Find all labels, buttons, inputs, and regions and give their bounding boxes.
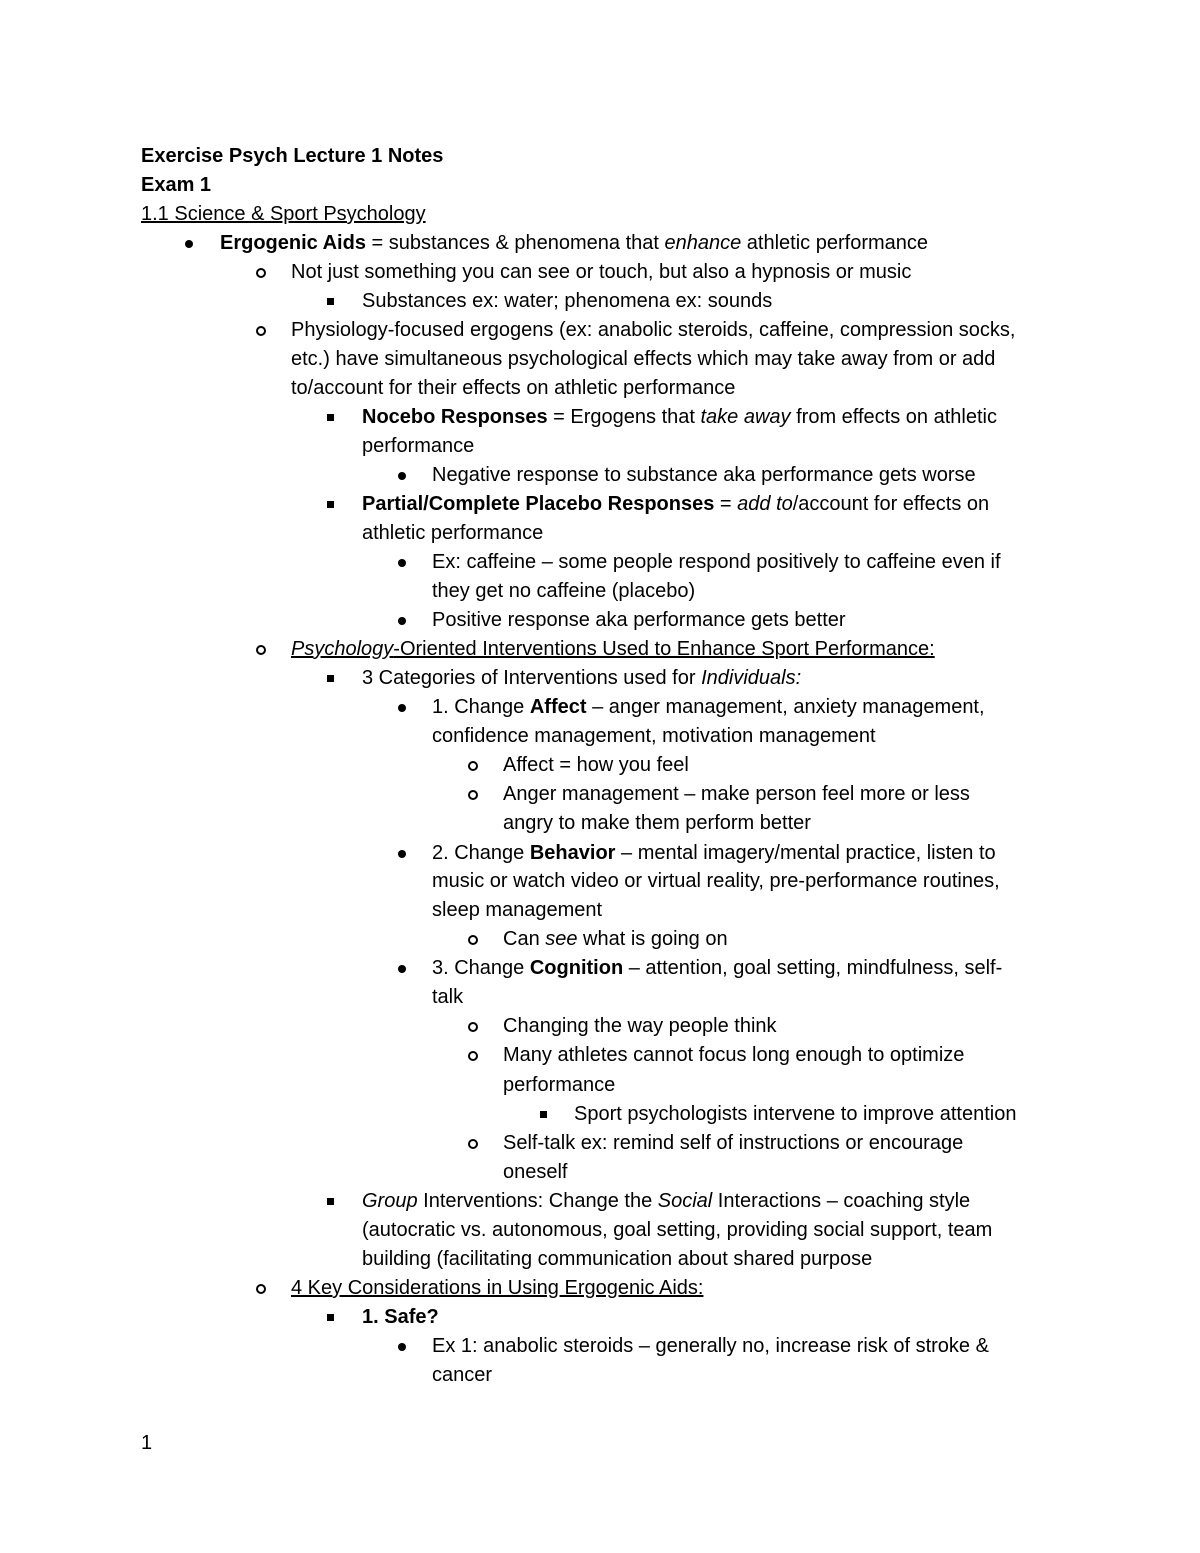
bullet-circle-icon: [255, 635, 267, 664]
list-item-continuation: athletic performance: [362, 522, 544, 544]
bullet-disc-icon: [396, 548, 408, 577]
bullet-square-icon: [324, 1187, 336, 1216]
list-item-continuation: talk: [432, 986, 464, 1008]
list-item: 1. Change Affect – anger management, anxiety management,: [432, 696, 985, 718]
list-item-continuation: angry to make them perform better: [503, 812, 811, 834]
list-item: Substances ex: water; phenomena ex: sounds: [362, 290, 773, 312]
subheading: 4 Key Considerations in Using Ergogenic Aids:: [291, 1277, 704, 1299]
bullet-circle-icon: [467, 1129, 479, 1158]
list-item: Affect = how you feel: [503, 754, 689, 776]
list-item-continuation: performance: [362, 435, 475, 457]
subheading: Psychology-Oriented Interventions Used to Enhance Sport Performance:: [291, 638, 935, 660]
bullet-disc-icon: [396, 606, 408, 635]
bullet-disc-icon: [396, 954, 408, 983]
bullet-circle-icon: [255, 316, 267, 345]
section-heading: 1.1 Science & Sport Psychology: [141, 203, 426, 225]
list-item-continuation: they get no caffeine (placebo): [432, 580, 696, 602]
exam-label: Exam 1: [141, 174, 212, 196]
bullet-square-icon: [324, 287, 336, 316]
bullet-square-icon: [324, 403, 336, 432]
list-item-continuation: music or watch video or virtual reality, pre-performance routines,: [432, 870, 1000, 892]
bullet-disc-icon: [183, 229, 195, 258]
list-item: Physiology-focused ergogens (ex: anabolic steroids, caffeine, compression socks,: [291, 319, 1016, 341]
list-item: 1. Safe?: [362, 1306, 439, 1328]
list-item: 3. Change Cognition – attention, goal setting, mindfulness, self-: [432, 957, 1003, 979]
list-item: Self-talk ex: remind self of instructions or encourage: [503, 1132, 964, 1154]
list-item-continuation: building (facilitating communication about shared purpose: [362, 1248, 873, 1270]
list-item-continuation: performance: [503, 1074, 616, 1096]
list-item: Group Interventions: Change the Social Interactions – coaching style: [362, 1190, 971, 1212]
list-item-continuation: confidence management, motivation management: [432, 725, 876, 747]
list-item-continuation: sleep management: [432, 899, 603, 921]
bullet-disc-icon: [396, 693, 408, 722]
bullet-circle-icon: [467, 751, 479, 780]
list-item: Positive response aka performance gets better: [432, 609, 846, 631]
list-item: Ex: caffeine – some people respond positively to caffeine even if: [432, 551, 1001, 573]
list-item: 3 Categories of Interventions used for Individuals:: [362, 667, 802, 689]
list-item: Nocebo Responses = Ergogens that take away from effects on athletic: [362, 406, 997, 428]
list-item: Not just something you can see or touch, but also a hypnosis or music: [291, 261, 912, 283]
document-title: Exercise Psych Lecture 1 Notes: [141, 145, 444, 167]
bullet-circle-icon: [467, 780, 479, 809]
list-item: Many athletes cannot focus long enough to optimize: [503, 1044, 965, 1066]
bullet-square-icon: [537, 1100, 549, 1129]
page-number: 1: [141, 1432, 153, 1454]
bullet-circle-icon: [255, 258, 267, 287]
list-item: Negative response to substance aka performance gets worse: [432, 464, 976, 486]
list-item: Can see what is going on: [503, 928, 728, 950]
list-item-continuation: (autocratic vs. autonomous, goal setting, providing social support, team: [362, 1219, 993, 1241]
list-item-continuation: oneself: [503, 1161, 568, 1183]
bullet-square-icon: [324, 1303, 336, 1332]
bullet-disc-icon: [396, 1332, 408, 1361]
bullet-circle-icon: [467, 1012, 479, 1041]
list-item: Partial/Complete Placebo Responses = add to/account for effects on: [362, 493, 990, 515]
list-item: 2. Change Behavior – mental imagery/mental practice, listen to: [432, 842, 996, 864]
list-item-continuation: to/account for their effects on athletic performance: [291, 377, 736, 399]
list-item-continuation: etc.) have simultaneous psychological effects which may take away from or add: [291, 348, 996, 370]
list-item: Ergogenic Aids = substances & phenomena that enhance athletic performance: [220, 232, 929, 254]
bullet-square-icon: [324, 664, 336, 693]
bullet-square-icon: [324, 490, 336, 519]
list-item: Changing the way people think: [503, 1015, 777, 1037]
bullet-circle-icon: [467, 925, 479, 954]
bullet-disc-icon: [396, 461, 408, 490]
bullet-circle-icon: [255, 1274, 267, 1303]
list-item-continuation: cancer: [432, 1364, 493, 1386]
list-item: Sport psychologists intervene to improve attention: [574, 1103, 1017, 1125]
bullet-circle-icon: [467, 1041, 479, 1070]
list-item: Ex 1: anabolic steroids – generally no, increase risk of stroke &: [432, 1335, 989, 1357]
list-item: Anger management – make person feel more or less: [503, 783, 970, 805]
bullet-disc-icon: [396, 839, 408, 868]
